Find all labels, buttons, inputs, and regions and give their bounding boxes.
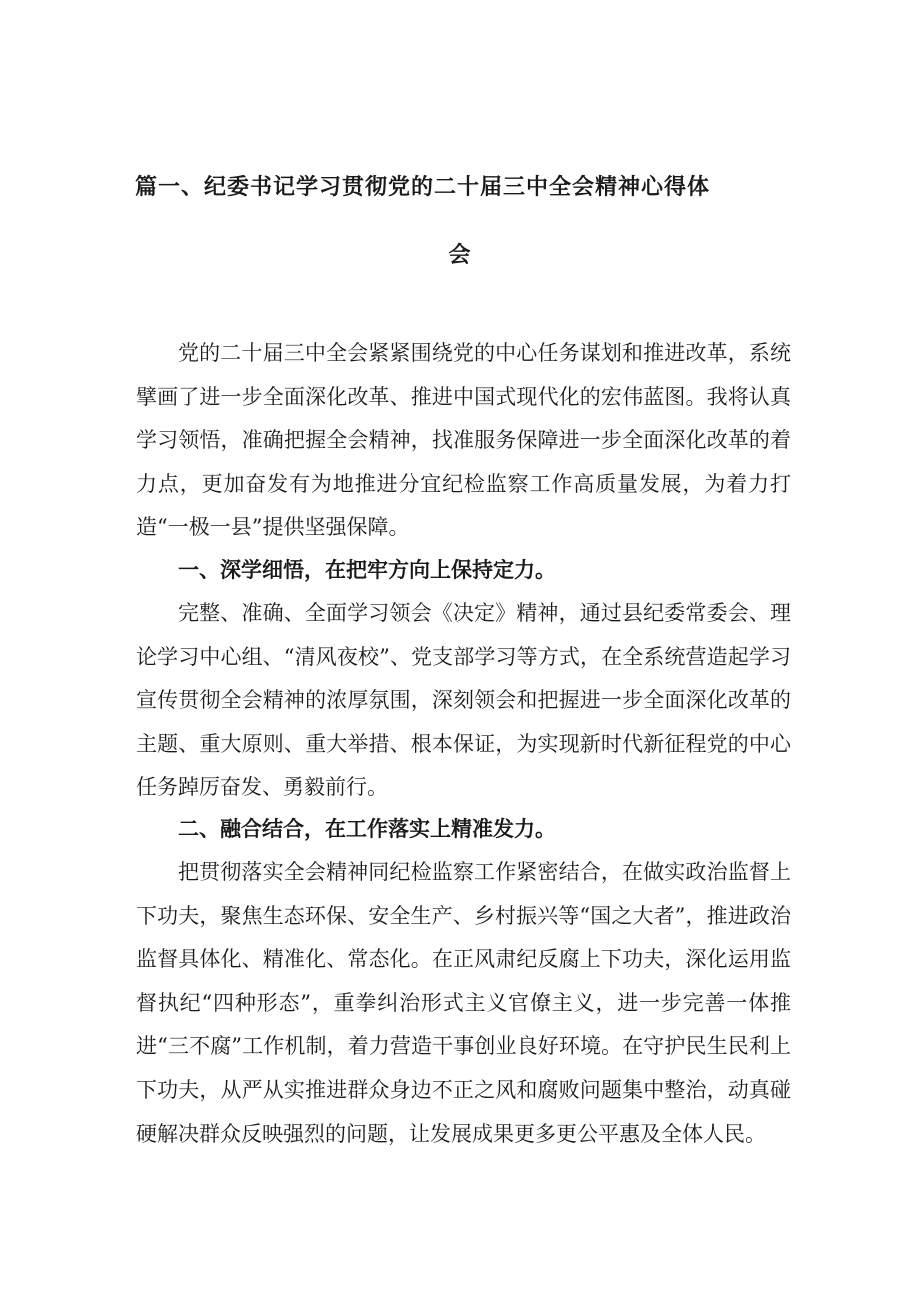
paragraph-section-1: 完整、准确、全面学习领会《决定》精神，通过县纪委常委会、理论学习中心组、“清风夜校”、党支部学习等方式，在全系统营造起学习宣传贯彻全会精神的浓厚氛围，深刻领会和把握进一步全面深化改革的主题、重大原则、重大举措、根本保证，为实现新时代新征程党的中心任务踔厉奋发、勇毅前行。 <box>136 601 791 800</box>
document-title-line-1: 篇一、纪委书记学习贯彻党的二十届三中全会精神心得体 <box>135 175 711 200</box>
paragraph-section-2: 把贯彻落实全会精神同纪检监察工作紧密结合，在做实政治监督上下功夫，聚焦生态环保、安全生产、乡村振兴等“国之大者”，推进政治监督具体化、精准化、常态化。在正风肃纪反腐上下功夫，深化运用监督执纪“四种形态”，重拳纠治形式主义官僚主义，进一步完善一体推进“三不腐”工作机制，着力营造干事创业良好环境。在守护民生民利上下功夫，从严从实推进群众身边不正之风和腐败问题集中整治，动真碰硬解决群众反映强烈的问题，让发展成果更多更公平惠及全体人民。 <box>136 860 791 1146</box>
document-title-line-2: 会 <box>448 243 472 268</box>
section-heading-1: 一、深学细悟，在把牢方向上保持定力。 <box>178 558 556 582</box>
paragraph-intro: 党的二十届三中全会紧紧围绕党的中心任务谋划和推进改革，系统擘画了进一步全面深化改革、推进中国式现代化的宏伟蓝图。我将认真学习领悟，准确把握全会精神，找准服务保障进一步全面深化改革的着力点，更加奋发有为地推进分宜纪检监察工作高质量发展，为着力打造“一极一县”提供坚强保障。 <box>136 341 791 540</box>
section-heading-2: 二、融合结合，在工作落实上精准发力。 <box>178 817 556 841</box>
